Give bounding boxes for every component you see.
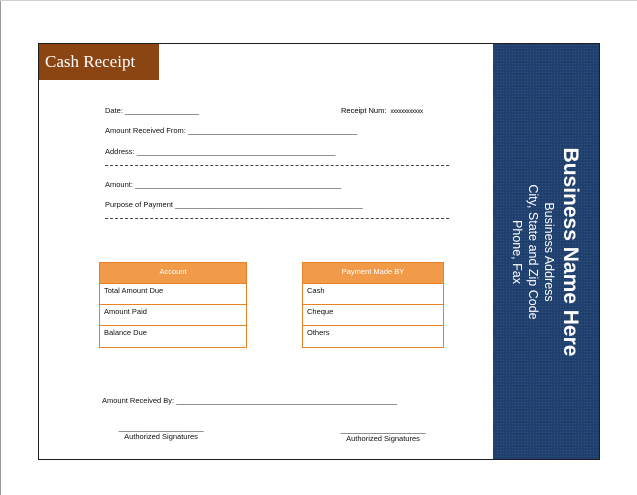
business-panel [493, 44, 599, 459]
amount-from-field[interactable]: ______________________________________________ [187, 126, 357, 135]
page-edge-top [0, 0, 637, 1]
receipt-num-value[interactable]: xxxxxxxxxxxx [390, 109, 423, 115]
business-address: Business Address [542, 201, 556, 302]
purpose-row [105, 200, 362, 210]
payment-row-cheque[interactable]: Cheque [303, 305, 443, 326]
receipt-title: Cash Receipt [39, 44, 159, 80]
signature-left [105, 424, 217, 441]
account-row-amount-paid[interactable]: Amount Paid [100, 305, 246, 326]
account-row-balance-due[interactable]: Balance Due [104, 328, 147, 337]
payment-box-header: Payment Made BY [303, 263, 443, 284]
address-label: Address: [105, 147, 135, 156]
date-row [105, 106, 198, 116]
date-field[interactable]: ____________________ [125, 106, 199, 115]
purpose-field[interactable]: ___________________________________________________ [175, 200, 363, 209]
payment-row-others[interactable]: Others [307, 328, 330, 337]
address-line-2[interactable] [105, 165, 449, 166]
account-box [99, 262, 247, 348]
business-city: City, State and Zip Code [526, 183, 540, 320]
signature-left-line[interactable]: _______________________ [118, 423, 204, 432]
amount-label: Amount: [105, 180, 133, 189]
payment-box [302, 262, 444, 348]
signature-left-label: Authorized Signatures [124, 432, 198, 441]
business-phone: Phone, Fax [510, 219, 524, 284]
business-info [509, 132, 583, 372]
received-by-label: Amount Received By: [102, 396, 175, 405]
signature-right-label: Authorized Signatures [346, 434, 420, 443]
account-row-total-due[interactable]: Total Amount Due [100, 284, 246, 305]
signature-right [327, 426, 439, 443]
amount-row [105, 180, 341, 190]
date-label: Date: [105, 106, 123, 115]
receipt-num-row [341, 106, 423, 117]
receipt-num-label: Receipt Num: [341, 106, 387, 115]
address-row [105, 147, 335, 157]
business-name: Business Name Here [559, 147, 582, 356]
account-box-header: Account [100, 263, 246, 284]
amount-from-row [105, 126, 357, 136]
receipt-form [38, 43, 600, 460]
purpose-label: Purpose of Payment [105, 200, 173, 209]
page-edge [0, 0, 1, 495]
purpose-line-2[interactable] [105, 218, 449, 219]
amount-field[interactable]: ________________________________________________________ [135, 180, 341, 189]
address-field[interactable]: ______________________________________________________ [136, 147, 335, 156]
payment-row-cash[interactable]: Cash [303, 284, 443, 305]
amount-from-label: Amount Received From: [105, 126, 186, 135]
received-by-field[interactable]: ____________________________________________________________ [176, 396, 397, 405]
signature-right-line[interactable]: _______________________ [340, 425, 426, 434]
received-by-row [102, 396, 397, 406]
